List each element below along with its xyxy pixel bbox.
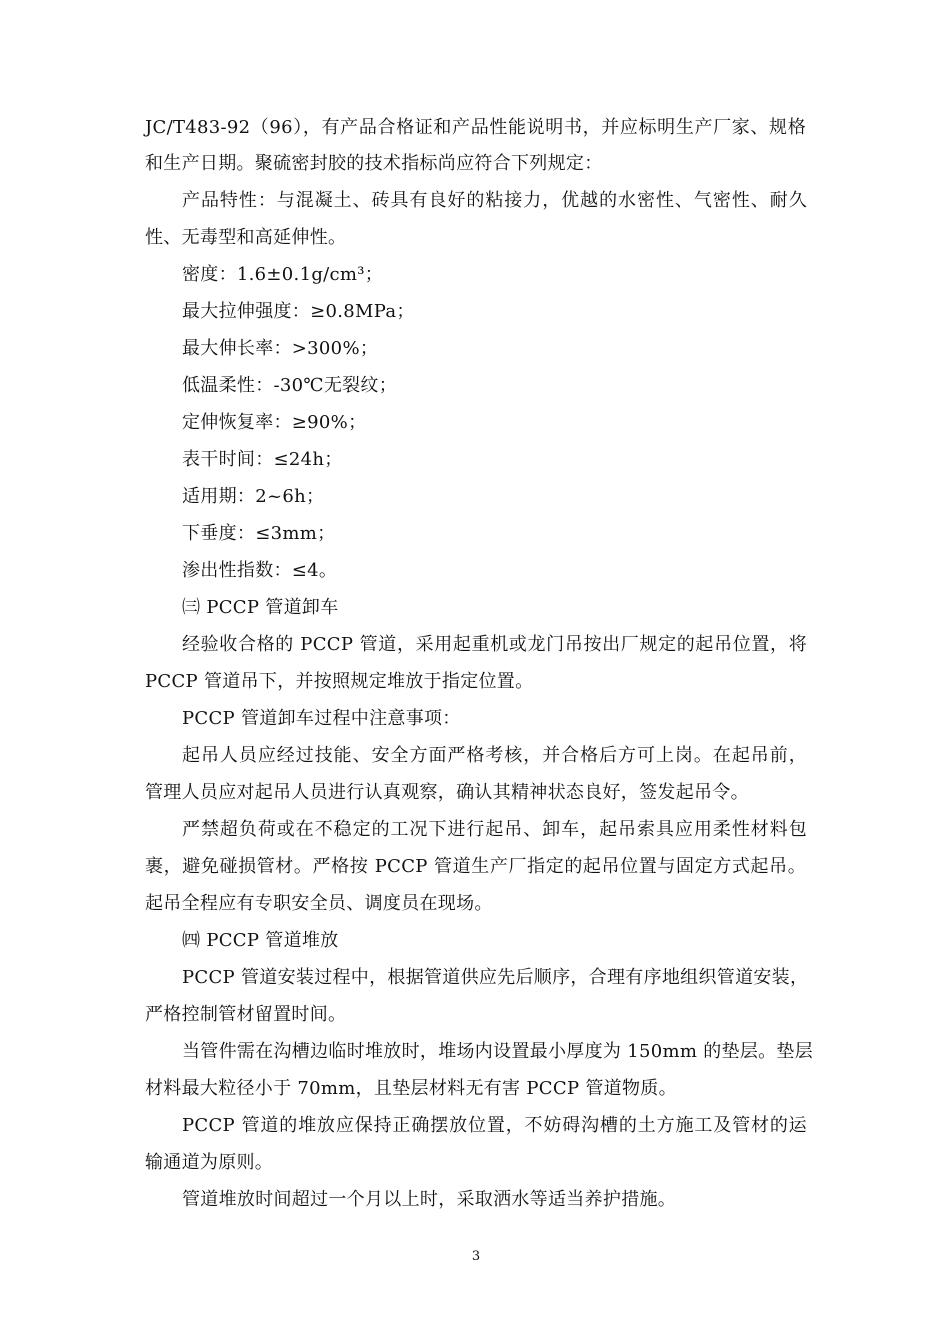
- spec-elongation: 最大伸长率：>300%；: [182, 338, 379, 359]
- paragraph-line: 裹，避免碰损管材。严格按 PCCP 管道生产厂指定的起吊位置与固定方式起吊。: [145, 856, 806, 877]
- spec-sag: 下垂度：≤3mm；: [182, 523, 336, 544]
- section-heading-unloading: ㈢ PCCP 管道卸车: [182, 597, 339, 618]
- paragraph-line: JC/T483-92（96），有产品合格证和产品性能说明书，并应标明生产厂家、规格: [145, 117, 806, 138]
- spec-pot-life: 适用期：2~6h；: [182, 486, 325, 507]
- paragraph-line: 起吊人员应经过技能、安全方面严格考核，并合格后方可上岗。在起吊前，: [182, 745, 807, 766]
- spec-tensile-strength: 最大拉伸强度：≥0.8MPa；: [182, 301, 415, 322]
- paragraph-line: 和生产日期。聚硫密封胶的技术指标尚应符合下列规定：: [145, 153, 603, 174]
- paragraph-line: 输通道为原则。: [145, 1152, 274, 1173]
- page-number: 3: [471, 1249, 481, 1264]
- spec-recovery: 定伸恢复率：≥90%；: [182, 412, 367, 433]
- paragraph-line: 管道堆放时间超过一个月以上时，采取洒水等适当养护措施。: [182, 1189, 677, 1210]
- paragraph-line: 严禁超负荷或在不稳定的工况下进行起吊、卸车，起吊索具应用柔性材料包: [182, 819, 807, 840]
- paragraph-line: 性、无毒型和高延伸性。: [145, 227, 347, 248]
- paragraph-line: 经验收合格的 PCCP 管道，采用起重机或龙门吊按出厂规定的起吊位置，将: [182, 634, 807, 655]
- section-heading-stacking: ㈣ PCCP 管道堆放: [182, 930, 339, 951]
- paragraph-line: 起吊全程应有专职安全员、调度员在现场。: [145, 893, 493, 914]
- paragraph-line: 管理人员应对起吊人员进行认真观察，确认其精神状态良好，签发起吊令。: [145, 782, 749, 803]
- paragraph-line: 严格控制管材留置时间。: [145, 1004, 347, 1025]
- paragraph-line: 材料最大粒径小于 70mm，且垫层材料无有害 PCCP 管道物质。: [145, 1078, 677, 1099]
- paragraph-line: 产品特性：与混凝土、砖具有良好的粘接力，优越的水密性、气密性、耐久: [182, 190, 807, 211]
- paragraph-line: PCCP 管道的堆放应保持正确摆放位置，不妨碍沟槽的土方施工及管材的运: [182, 1115, 807, 1136]
- paragraph-line: PCCP 管道安装过程中，根据管道供应先后顺序，合理有序地组织管道安装，: [182, 967, 809, 988]
- spec-low-temp: 低温柔性：-30℃无裂纹；: [182, 375, 398, 396]
- spec-exudation: 渗出性指数：≤4。: [182, 560, 338, 581]
- spec-dry-time: 表干时间：≤24h；: [182, 449, 343, 470]
- paragraph-line: PCCP 管道卸车过程中注意事项：: [182, 708, 461, 729]
- paragraph-line: 当管件需在沟槽边临时堆放时，堆场内设置最小厚度为 150mm 的垫层。垫层: [182, 1041, 814, 1062]
- spec-density: 密度：1.6±0.1g/cm³；: [182, 264, 384, 285]
- paragraph-line: PCCP 管道吊下，并按照规定堆放于指定位置。: [145, 671, 534, 692]
